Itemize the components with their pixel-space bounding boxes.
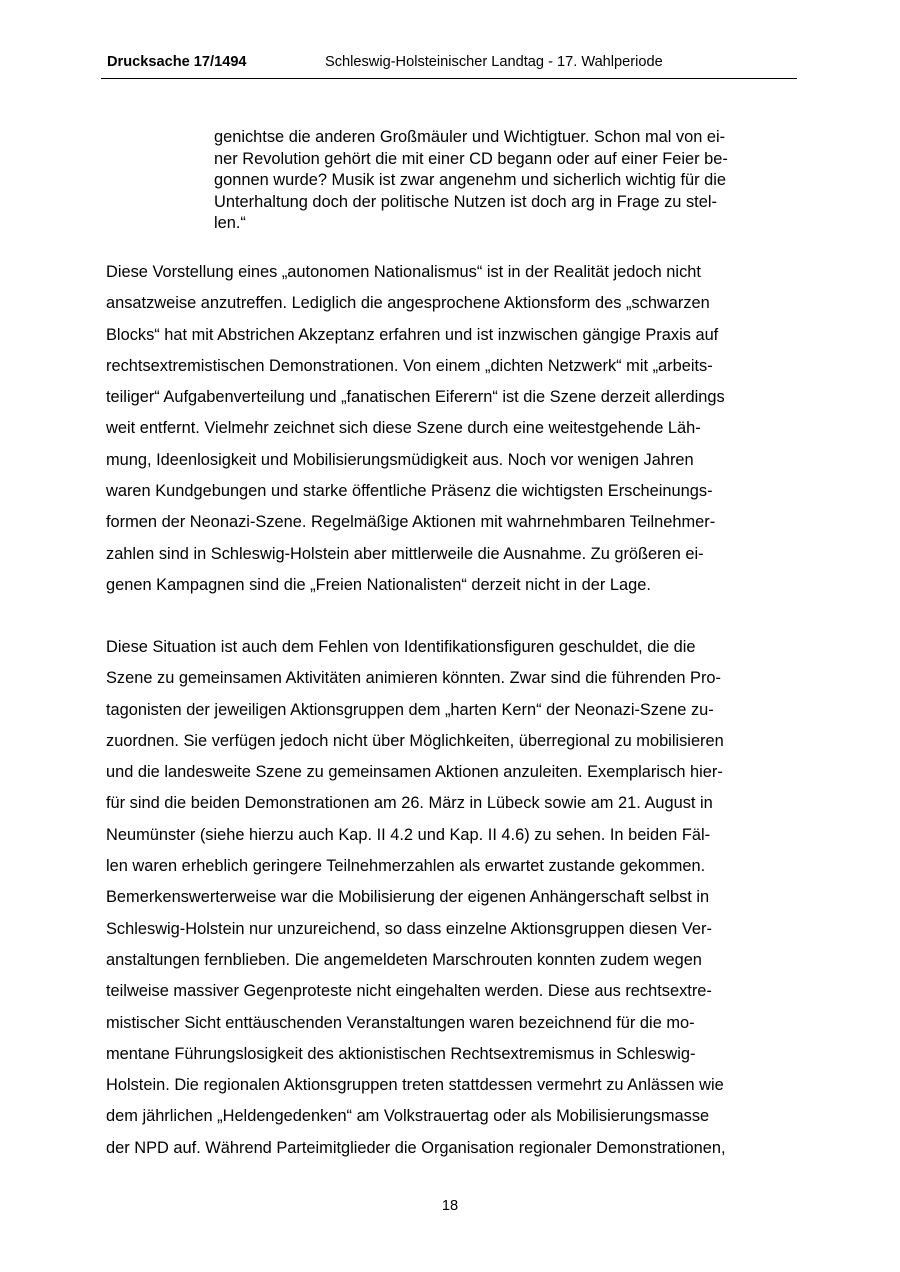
paragraph-1 [106, 257, 800, 601]
paragraph-line: formen der Neonazi-Szene. Regelmäßige Aktionen mit wahrnehmbaren Teilnehmer- [106, 513, 716, 532]
paragraph-line: zahlen sind in Schleswig-Holstein aber mittlerweile die Ausnahme. Zu größeren ei- [106, 544, 704, 563]
paragraph-line: rechtsextremistischen Demonstrationen. Von einem „dichten Netzwerk“ mit „arbeits- [106, 356, 713, 375]
paragraph-line: zuordnen. Sie verfügen jedoch nicht über Möglichkeiten, überregional zu mobilisieren [106, 731, 724, 750]
paragraph-line: dem jährlichen „Heldengedenken“ am Volkstrauertag oder als Mobilisierungsmasse [106, 1107, 710, 1126]
paragraph-line: Blocks“ hat mit Abstrichen Akzeptanz erfahren und ist inzwischen gängige Praxis auf [106, 325, 719, 344]
paragraph-line: und die landesweite Szene zu gemeinsamen Aktionen anzuleiten. Exemplarisch hier- [106, 763, 723, 782]
paragraph-line: Schleswig-Holstein nur unzureichend, so dass einzelne Aktionsgruppen diesen Ver- [106, 919, 712, 938]
paragraph-line: tagonisten der jeweiligen Aktionsgruppen dem „harten Kern“ der Neonazi-Szene zu- [106, 700, 714, 719]
paragraph-line: der NPD auf. Während Parteimitglieder die Organisation regionaler Demonstrationen, [106, 1138, 726, 1157]
paragraph-line: teiliger“ Aufgabenverteilung und „fanatischen Eiferern“ ist die Szene derzeit allerdings [106, 388, 725, 407]
paragraph-line: Diese Situation ist auch dem Fehlen von Identifikationsfiguren geschuldet, die die [106, 638, 696, 656]
quote-line: ner Revolution gehört die mit einer CD begann oder auf einer Feier be- [214, 149, 728, 168]
block-quote [214, 127, 794, 235]
quote-line: Unterhaltung doch der politische Nutzen ist doch arg in Frage zu stel- [214, 192, 717, 211]
page-number: 18 [441, 1198, 459, 1214]
paragraph-line: ansatzweise anzutreffen. Lediglich die angesprochene Aktionsform des „schwarzen [106, 294, 710, 313]
paragraph-line: Diese Vorstellung eines „autonomen Nationalismus“ ist in der Realität jedoch nicht [106, 263, 701, 281]
paragraph-line: genen Kampagnen sind die „Freien Nationalisten“ derzeit nicht in der Lage. [106, 575, 651, 594]
paragraph-line: waren Kundgebungen und starke öffentliche Präsenz die wichtigsten Erscheinungs- [106, 482, 713, 501]
paragraph-2 [106, 632, 800, 1164]
paragraph-line: für sind die beiden Demonstrationen am 26. März in Lübeck sowie am 21. August in [106, 794, 713, 813]
document-title: Schleswig-Holsteinischer Landtag - 17. Wahlperiode [325, 54, 663, 70]
paragraph-line: mung, Ideenlosigkeit und Mobilisierungsmüdigkeit aus. Noch vor wenigen Jahren [106, 450, 694, 469]
paragraph-line: len waren erheblich geringere Teilnehmerzahlen als erwartet zustande gekommen. [106, 857, 706, 876]
paragraph-line: mistischer Sicht enttäuschenden Veranstaltungen waren bezeichnend für die mo- [106, 1013, 695, 1032]
paragraph-line: weit entfernt. Vielmehr zeichnet sich diese Szene durch eine weitestgehende Läh- [106, 419, 701, 438]
page-header [101, 50, 797, 79]
paragraph-line: anstaltungen fernblieben. Die angemeldeten Marschrouten konnten zudem wegen [106, 950, 702, 969]
paragraph-line: Bemerkenswerterweise war die Mobilisierung der eigenen Anhängerschaft selbst in [106, 888, 710, 907]
quote-line: len.“ [214, 214, 246, 233]
document-number: Drucksache 17/1494 [107, 54, 247, 70]
paragraph-line: mentane Führungslosigkeit des aktionistischen Rechtsextremismus in Schleswig- [106, 1044, 696, 1063]
paragraph-line: Holstein. Die regionalen Aktionsgruppen treten stattdessen vermehrt zu Anlässen wie [106, 1076, 724, 1095]
paragraph-line: Neumünster (siehe hierzu auch Kap. II 4.2 und Kap. II 4.6) zu sehen. In beiden Fäl- [106, 825, 711, 844]
paragraph-line: teilweise massiver Gegenproteste nicht eingehalten werden. Diese aus rechtsextre- [106, 982, 712, 1001]
quote-line: genichtse die anderen Großmäuler und Wichtigtuer. Schon mal von ei- [214, 128, 726, 146]
paragraph-line: Szene zu gemeinsamen Aktivitäten animieren könnten. Zwar sind die führenden Pro- [106, 669, 721, 688]
quote-line: gonnen wurde? Musik ist zwar angenehm und sicherlich wichtig für die [214, 171, 727, 190]
